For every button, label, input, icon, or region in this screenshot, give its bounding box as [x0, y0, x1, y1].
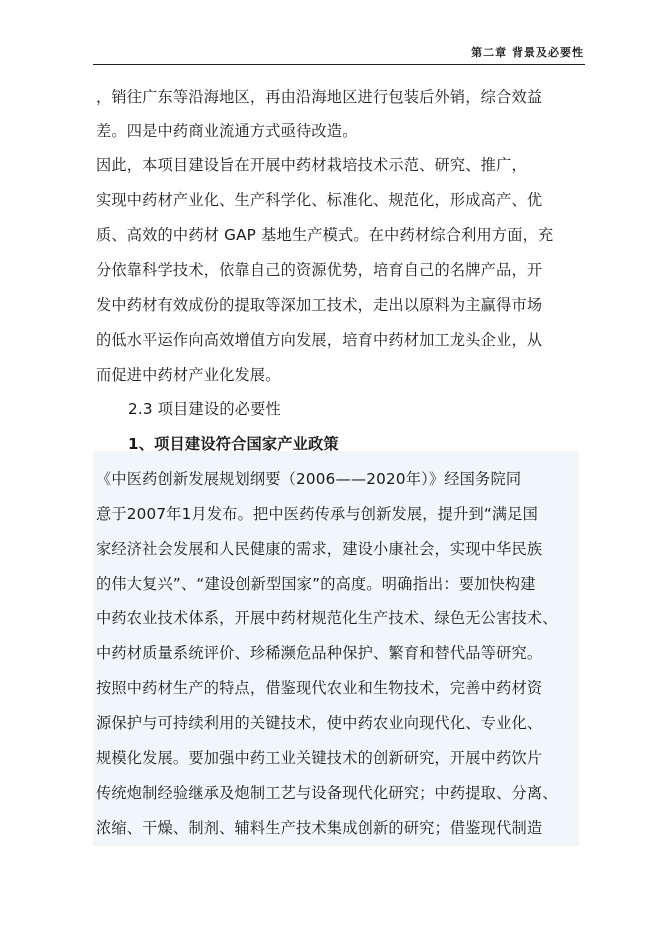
- body-line: 《中医药创新发展规划纲要（2006——2020年）》经国务院同: [96, 470, 522, 488]
- body-line: 规模化发展。要加强中药工业关键技术的创新研究，开展中药饮片: [96, 749, 543, 767]
- body-line: 因此，本项目建设旨在开展中药材栽培技术示范、研究、推广，: [96, 156, 527, 174]
- body-line: 意于2007年1月发布。把中医药传承与创新发展，提升到“满足国: [96, 505, 539, 523]
- body-line: 浓缩、干燥、制剂、辅料生产技术集成创新的研究；借鉴现代制造: [96, 819, 543, 837]
- chapter-header: 第二章 背景及必要性: [471, 46, 584, 59]
- body-line: ，销往广东等沿海地区，再由沿海地区进行包装后外销，综合效益: [96, 88, 543, 106]
- body-line: 质、高效的中药材 GAP 基地生产模式。在中药材综合利用方面，充: [96, 226, 554, 244]
- body-line: 分依靠科学技术，依靠自己的资源优势，培育自己的名牌产品，开: [96, 261, 543, 279]
- body-line: 按照中药材生产的特点，借鉴现代农业和生物技术，完善中药材资: [96, 679, 543, 697]
- body-line: 发中药材有效成份的提取等深加工技术，走出以原料为主赢得市场: [96, 296, 543, 314]
- header-rule: [93, 64, 585, 65]
- body-line: 实现中药材产业化、生产科学化、标准化、规范化，形成高产、优: [96, 191, 543, 209]
- subsection-heading: 1、项目建设符合国家产业政策: [128, 435, 339, 453]
- body-line: 而促进中药材产业化发展。: [96, 366, 281, 384]
- body-line: 家经济社会发展和人民健康的需求，建设小康社会，实现中华民族: [96, 540, 543, 558]
- body-line: 差。四是中药商业流通方式亟待改造。: [96, 122, 358, 140]
- body-line: 的伟大复兴”、“建设创新型国家”的高度。明确指出：要加快构建: [96, 575, 536, 593]
- body-line: 源保护与可持续利用的关键技术，使中药农业向现代化、专业化、: [96, 714, 543, 732]
- body-line: 传统炮制经验继承及炮制工艺与设备现代化研究；中药提取、分离、: [96, 784, 558, 802]
- body-line: 中药材质量系统评价、珍稀濒危品种保护、繁育和替代品等研究。: [96, 644, 543, 662]
- section-heading: 2.3 项目建设的必要性: [128, 400, 281, 418]
- body-line: 的低水平运作向高效增值方向发展，培育中药材加工龙头企业，从: [96, 331, 543, 349]
- body-line: 中药农业技术体系，开展中药材规范化生产技术、绿色无公害技术、: [96, 609, 558, 627]
